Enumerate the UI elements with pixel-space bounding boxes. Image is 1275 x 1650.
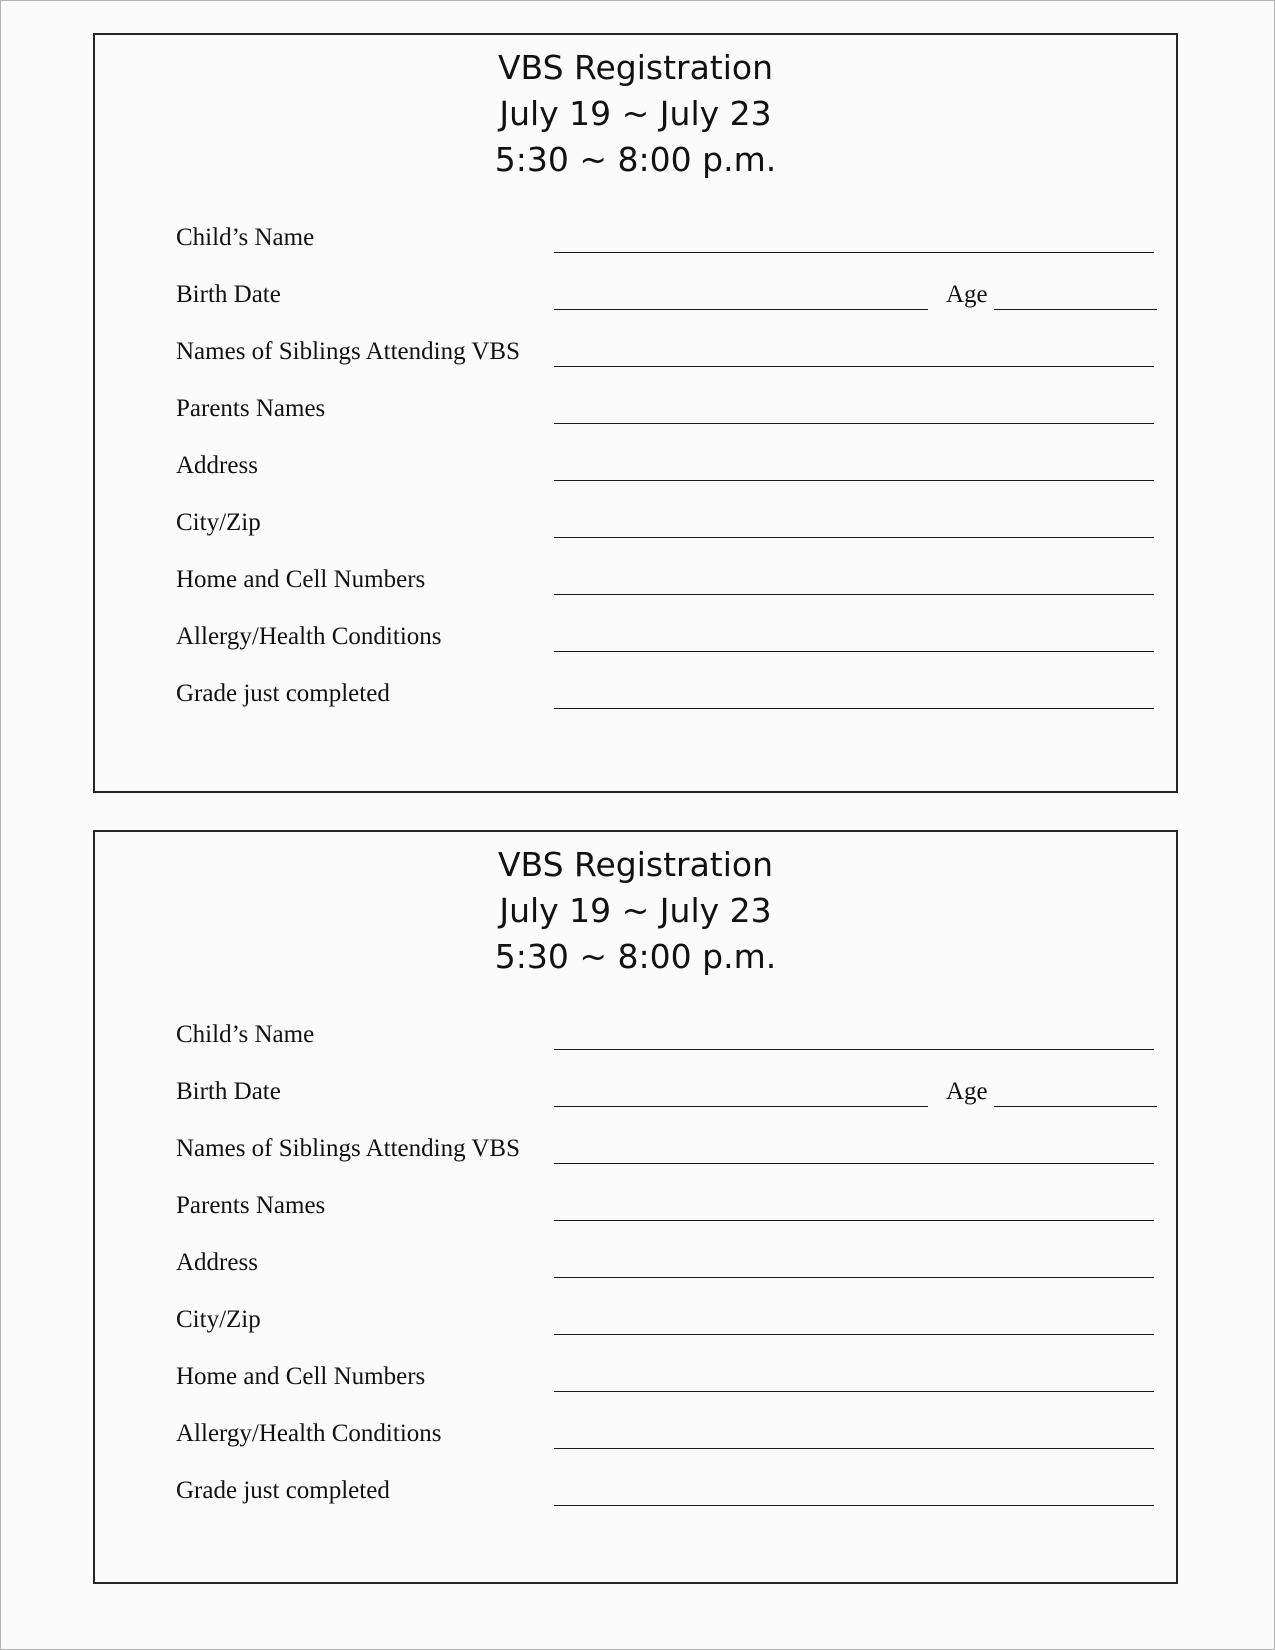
age-blank[interactable] — [994, 309, 1157, 310]
childs-name-blank[interactable] — [554, 1049, 1154, 1050]
field-label: Names of Siblings Attending VBS — [176, 1135, 521, 1162]
field-label: City/Zip — [176, 1306, 261, 1333]
parents-blank[interactable] — [554, 1220, 1154, 1221]
field-label: Home and Cell Numbers — [176, 1363, 426, 1390]
field-label: Parents Names — [176, 395, 326, 422]
field-childs-name — [95, 1020, 1176, 1077]
childs-name-blank[interactable] — [554, 252, 1154, 253]
field-label: Grade just completed — [176, 680, 390, 707]
field-phone — [95, 1362, 1176, 1419]
siblings-blank[interactable] — [554, 366, 1154, 367]
grade-blank[interactable] — [554, 708, 1154, 709]
field-city-zip — [95, 1305, 1176, 1362]
field-city-zip — [95, 508, 1176, 565]
parents-blank[interactable] — [554, 423, 1154, 424]
city-zip-blank[interactable] — [554, 1334, 1154, 1335]
form-title: VBS Registration — [497, 845, 774, 884]
field-address — [95, 451, 1176, 508]
field-birth-date — [95, 1077, 1176, 1134]
form-heading — [95, 842, 1176, 980]
field-label: Child’s Name — [176, 1021, 315, 1048]
field-label: Names of Siblings Attending VBS — [176, 338, 521, 365]
field-label: Home and Cell Numbers — [176, 566, 426, 593]
age-label: Age — [946, 1078, 988, 1105]
city-zip-blank[interactable] — [554, 537, 1154, 538]
field-label: City/Zip — [176, 509, 261, 536]
age-blank[interactable] — [994, 1106, 1157, 1107]
field-grade — [95, 679, 1176, 736]
field-allergy — [95, 622, 1176, 679]
form-dates: July 19 ~ July 23 — [499, 94, 772, 133]
grade-blank[interactable] — [554, 1505, 1154, 1506]
form-heading — [95, 45, 1176, 183]
field-label: Allergy/Health Conditions — [176, 1420, 442, 1447]
field-label: Address — [176, 1249, 258, 1276]
field-label: Grade just completed — [176, 1477, 390, 1504]
field-label: Birth Date — [176, 1078, 281, 1105]
field-siblings — [95, 337, 1176, 394]
registration-card-2 — [93, 830, 1178, 1584]
form-time: 5:30 ~ 8:00 p.m. — [494, 937, 777, 976]
phone-blank[interactable] — [554, 594, 1154, 595]
field-allergy — [95, 1419, 1176, 1476]
field-grade — [95, 1476, 1176, 1533]
field-address — [95, 1248, 1176, 1305]
birth-date-blank[interactable] — [554, 309, 928, 310]
birth-date-blank[interactable] — [554, 1106, 928, 1107]
field-siblings — [95, 1134, 1176, 1191]
field-birth-date — [95, 280, 1176, 337]
field-label: Parents Names — [176, 1192, 326, 1219]
form-title: VBS Registration — [497, 48, 774, 87]
allergy-blank[interactable] — [554, 651, 1154, 652]
field-label: Birth Date — [176, 281, 281, 308]
phone-blank[interactable] — [554, 1391, 1154, 1392]
field-phone — [95, 565, 1176, 622]
field-parents — [95, 394, 1176, 451]
siblings-blank[interactable] — [554, 1163, 1154, 1164]
age-label: Age — [946, 281, 988, 308]
registration-card-1 — [93, 33, 1178, 793]
field-label: Address — [176, 452, 258, 479]
form-dates: July 19 ~ July 23 — [499, 891, 772, 930]
form-time: 5:30 ~ 8:00 p.m. — [494, 140, 777, 179]
field-label: Allergy/Health Conditions — [176, 623, 442, 650]
address-blank[interactable] — [554, 1277, 1154, 1278]
field-childs-name — [95, 223, 1176, 280]
address-blank[interactable] — [554, 480, 1154, 481]
allergy-blank[interactable] — [554, 1448, 1154, 1449]
field-parents — [95, 1191, 1176, 1248]
field-label: Child’s Name — [176, 224, 315, 251]
